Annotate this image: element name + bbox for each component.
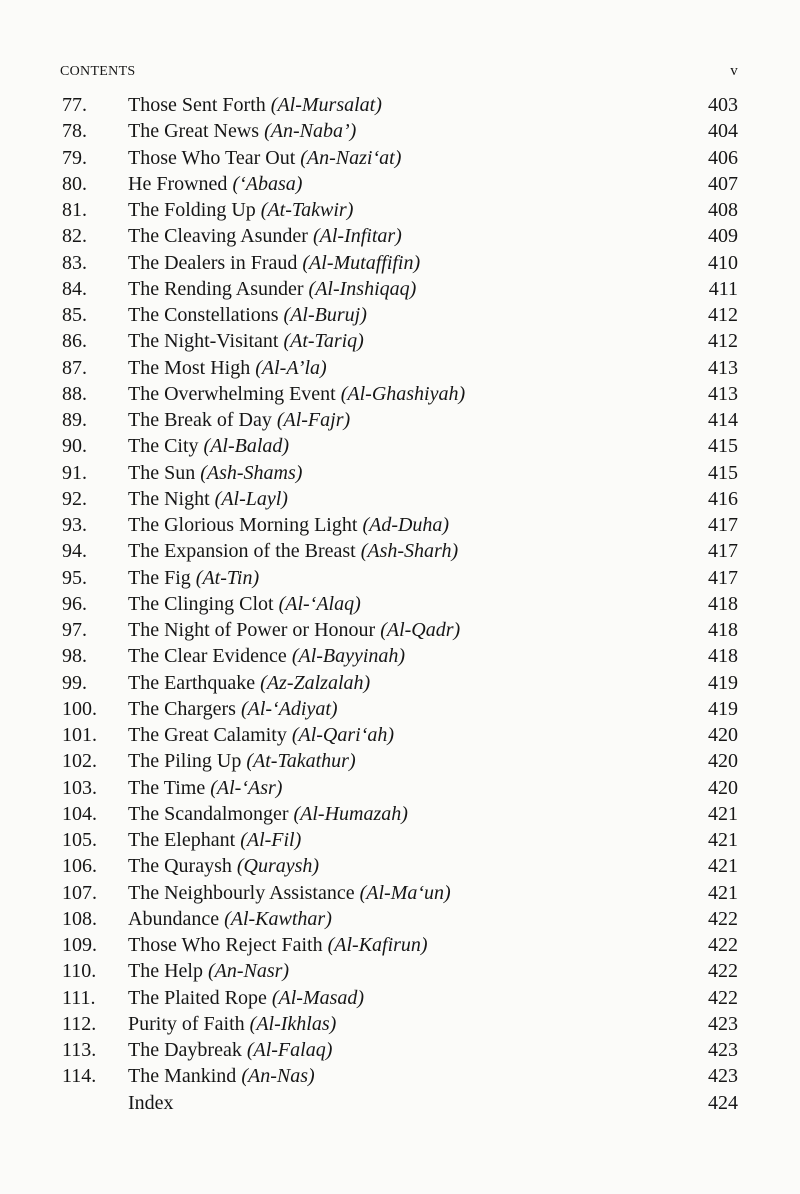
entry-number: 109. (62, 934, 97, 956)
entry-number: 108. (62, 907, 97, 930)
running-header (60, 63, 738, 80)
entry-title-wrap (128, 565, 678, 591)
entry-page-number: 409 (708, 225, 738, 248)
entry-number: 95. (62, 566, 87, 589)
entry-arabic-name: (Al-Mursalat) (270, 94, 382, 116)
toc-entry (62, 932, 738, 958)
entry-arabic-name: (Az-Zalzalah) (260, 671, 371, 694)
entry-title-wrap (128, 748, 678, 774)
entry-arabic-name: (Al-‘Alaq) (278, 592, 361, 615)
entry-number: 83. (62, 251, 87, 274)
entry-number: 102. (62, 750, 97, 773)
entry-number: 84. (62, 277, 87, 300)
toc-entry (62, 985, 738, 1011)
entry-page-number: 408 (708, 199, 738, 221)
entry-title: He Frowned (128, 172, 233, 195)
entry-number: 89. (62, 409, 87, 431)
entry-title: The Fig (128, 566, 196, 589)
entry-title-wrap (128, 880, 678, 906)
entry-page-number: 424 (708, 1091, 738, 1114)
entry-title-wrap (128, 538, 678, 564)
entry-title-wrap (128, 932, 678, 958)
entry-title: The Glorious Morning Light (128, 514, 363, 536)
entry-title: Index (128, 1091, 174, 1114)
toc-entry (62, 565, 738, 591)
entry-page-number: 419 (708, 671, 738, 694)
entry-title: The Time (128, 776, 211, 799)
entry-title-wrap (128, 328, 678, 354)
entry-title-wrap (128, 407, 678, 433)
entry-title-wrap (128, 171, 678, 197)
toc-entry (62, 118, 738, 144)
entry-page-number: 417 (708, 566, 738, 589)
toc-entry (62, 433, 738, 459)
entry-arabic-name: (Al-Qadr) (380, 619, 461, 641)
entry-arabic-name: (At-Takwir) (260, 199, 354, 221)
entry-number: 86. (62, 330, 87, 353)
entry-page-number: 421 (708, 855, 738, 878)
entry-page-number: 413 (708, 382, 738, 405)
entry-title: The Great News (128, 120, 265, 143)
entry-title: The Earthquake (128, 671, 261, 694)
entry-page-number: 417 (708, 514, 738, 536)
entry-number: 90. (62, 435, 87, 458)
entry-title: The City (128, 435, 204, 458)
entry-title-wrap (128, 670, 678, 696)
entry-title-wrap (128, 223, 678, 249)
entry-number: 107. (62, 881, 97, 904)
entry-arabic-name: (Al-Humazah) (293, 802, 408, 825)
entry-arabic-name: (Al-Mutaffifin) (302, 251, 421, 274)
entry-arabic-name: (Al-‘Asr) (210, 776, 283, 799)
entry-title: The Cleaving Asunder (128, 225, 313, 248)
entry-arabic-name: (Ash-Shams) (200, 461, 303, 484)
entry-title: The Break of Day (128, 409, 277, 431)
entry-title: Those Sent Forth (128, 94, 271, 116)
toc-entry (62, 486, 738, 512)
entry-arabic-name: (Al-Balad) (203, 435, 290, 458)
entry-page-number: 414 (708, 409, 738, 431)
toc-entry (62, 880, 738, 906)
toc-entry (62, 328, 738, 354)
entry-title: The Neighbourly Assistance (128, 881, 360, 904)
entry-number: 114. (62, 1065, 97, 1088)
entry-arabic-name: (At-Takathur) (246, 750, 356, 773)
entry-number: 87. (62, 356, 87, 379)
entry-arabic-name: (Al-Infitar) (312, 225, 402, 248)
toc-entry (62, 643, 738, 669)
entry-arabic-name: (At-Tariq) (283, 330, 364, 353)
entry-arabic-name: (Al-Inshiqaq) (308, 277, 417, 300)
entry-title: Purity of Faith (128, 1012, 250, 1035)
entry-arabic-name: (Ad-Duha) (362, 514, 450, 536)
entry-number: 77. (62, 94, 87, 116)
entry-number: 97. (62, 619, 87, 641)
entry-title-wrap (128, 460, 678, 486)
entry-page-number: 411 (708, 277, 738, 300)
entry-page-number: 421 (708, 881, 738, 904)
entry-title-wrap (128, 1090, 678, 1116)
entry-page-number: 410 (708, 251, 738, 274)
entry-title: The Night-Visitant (128, 330, 284, 353)
entry-title-wrap (128, 801, 678, 827)
entry-number: 85. (62, 304, 87, 326)
entry-number: 80. (62, 172, 87, 195)
entry-page-number: 415 (708, 461, 738, 484)
toc-entry (62, 775, 738, 801)
entry-number: 79. (62, 146, 87, 169)
entry-title: The Sun (128, 461, 201, 484)
toc-entry (62, 355, 738, 381)
entry-number: 94. (62, 540, 87, 563)
entry-arabic-name: (Al-Buruj) (283, 304, 367, 326)
entry-number: 112. (62, 1012, 97, 1035)
entry-title: The Mankind (128, 1065, 242, 1088)
entry-number: 81. (62, 199, 87, 221)
entry-title-wrap (128, 250, 678, 276)
entry-title-wrap (128, 827, 678, 853)
entry-number: 110. (62, 960, 97, 983)
entry-arabic-name: (Al-Ikhlas) (249, 1012, 337, 1035)
entry-page-number: 418 (708, 619, 738, 641)
entry-page-number: 423 (708, 1039, 738, 1061)
entry-page-number: 422 (708, 986, 738, 1009)
toc-entry (62, 617, 738, 643)
entry-page-number: 404 (708, 120, 738, 143)
entry-arabic-name: (Al-Kafirun) (327, 934, 428, 956)
toc-entry (62, 512, 738, 538)
table-of-contents (62, 92, 738, 1116)
entry-title: The Night (128, 487, 215, 510)
entry-title: The Expansion of the Breast (128, 540, 361, 563)
entry-title-wrap (128, 512, 678, 538)
toc-entry (62, 748, 738, 774)
entry-title-wrap (128, 197, 678, 223)
entry-title-wrap (128, 985, 678, 1011)
toc-entry (62, 92, 738, 118)
entry-arabic-name: (At-Tin) (195, 566, 260, 589)
entry-title-wrap (128, 276, 678, 302)
entry-number: 98. (62, 645, 87, 668)
toc-entry (62, 906, 738, 932)
entry-number: 91. (62, 461, 87, 484)
entry-number: 92. (62, 487, 87, 510)
entry-arabic-name: (Al-Bayyinah) (291, 645, 406, 668)
entry-arabic-name: (Al-Ma‘un) (359, 881, 451, 904)
entry-title: The Elephant (128, 829, 241, 851)
entry-arabic-name: (Al-A’la) (255, 356, 327, 379)
toc-entry (62, 171, 738, 197)
entry-title: The Help (128, 960, 208, 983)
entry-title-wrap (128, 591, 678, 617)
entry-title: Those Who Tear Out (128, 146, 301, 169)
entry-arabic-name: (Al-Ghashiyah) (340, 382, 466, 405)
entry-number: 93. (62, 514, 87, 536)
toc-entry (62, 1011, 738, 1037)
entry-arabic-name: (‘Abasa) (232, 172, 303, 195)
entry-page-number: 420 (708, 750, 738, 773)
entry-title-wrap (128, 775, 678, 801)
entry-title: The Constellations (128, 304, 284, 326)
entry-page-number: 415 (708, 435, 738, 458)
entry-title-wrap (128, 906, 678, 932)
toc-entry (62, 250, 738, 276)
toc-entry (62, 276, 738, 302)
toc-entry (62, 958, 738, 984)
entry-arabic-name: (Al-‘Adiyat) (240, 697, 338, 720)
entry-title-wrap (128, 433, 678, 459)
toc-entry (62, 696, 738, 722)
toc-entry (62, 197, 738, 223)
entry-number: 103. (62, 776, 97, 799)
toc-entry (62, 1037, 738, 1063)
entry-title: The Night of Power or Honour (128, 619, 381, 641)
entry-arabic-name: (Al-Falaq) (246, 1039, 333, 1061)
header-page-number: v (730, 63, 738, 79)
entry-title-wrap (128, 617, 678, 643)
entry-page-number: 407 (708, 172, 738, 195)
entry-title: The Folding Up (128, 199, 261, 221)
toc-entry (62, 407, 738, 433)
entry-number: 78. (62, 120, 87, 143)
entry-title-wrap (128, 486, 678, 512)
entry-page-number: 417 (708, 540, 738, 563)
entry-number: 88. (62, 382, 87, 405)
entry-arabic-name: (Al-Fajr) (276, 409, 351, 431)
entry-page-number: 418 (708, 592, 738, 615)
entry-title: The Dealers in Fraud (128, 251, 303, 274)
toc-entry (62, 670, 738, 696)
entry-arabic-name: (An-Nasr) (207, 960, 290, 983)
entry-number: 105. (62, 829, 97, 851)
entry-number: 113. (62, 1039, 97, 1061)
toc-entry (62, 302, 738, 328)
entry-number: 100. (62, 697, 97, 720)
entry-title-wrap (128, 696, 678, 722)
entry-arabic-name: (Al-Fil) (240, 829, 302, 851)
entry-title-wrap (128, 853, 678, 879)
entry-title: The Clinging Clot (128, 592, 279, 615)
entry-title: The Piling Up (128, 750, 247, 773)
entry-arabic-name: (Quraysh) (236, 855, 320, 878)
entry-page-number: 420 (708, 724, 738, 746)
toc-entry (62, 1090, 738, 1116)
toc-entry (62, 223, 738, 249)
entry-title-wrap (128, 92, 678, 118)
entry-page-number: 422 (708, 960, 738, 983)
entry-page-number: 422 (708, 907, 738, 930)
entry-page-number: 403 (708, 94, 738, 116)
toc-entry (62, 145, 738, 171)
entry-title-wrap (128, 118, 678, 144)
entry-title: The Great Calamity (128, 724, 292, 746)
toc-entry (62, 853, 738, 879)
entry-arabic-name: (Al-Layl) (214, 487, 288, 510)
entry-title-wrap (128, 722, 678, 748)
entry-arabic-name: (Al-Masad) (271, 986, 365, 1009)
entry-page-number: 412 (708, 304, 738, 326)
entry-arabic-name: (Al-Qari‘ah) (291, 724, 395, 746)
entry-title-wrap (128, 1011, 678, 1037)
entry-title: The Clear Evidence (128, 645, 292, 668)
entry-arabic-name: (An-Naba’) (264, 120, 357, 143)
entry-title: The Daybreak (128, 1039, 247, 1061)
toc-entry (62, 460, 738, 486)
entry-title: The Chargers (128, 697, 241, 720)
toc-entry (62, 1063, 738, 1089)
entry-title-wrap (128, 643, 678, 669)
entry-title-wrap (128, 1037, 678, 1063)
entry-number: 111. (62, 986, 96, 1009)
entry-title: The Overwhelming Event (128, 382, 341, 405)
toc-entry (62, 538, 738, 564)
entry-title: The Scandalmonger (128, 802, 294, 825)
entry-number: 104. (62, 802, 97, 825)
entry-number: 101. (62, 724, 97, 746)
toc-entry (62, 381, 738, 407)
entry-page-number: 422 (708, 934, 738, 956)
entry-arabic-name: (An-Nazi‘at) (300, 146, 402, 169)
header-title: CONTENTS (60, 64, 136, 79)
entry-number: 96. (62, 592, 87, 615)
entry-title-wrap (128, 302, 678, 328)
entry-page-number: 421 (708, 829, 738, 851)
entry-title: The Plaited Rope (128, 986, 272, 1009)
entry-page-number: 420 (708, 776, 738, 799)
toc-entry (62, 722, 738, 748)
entry-title-wrap (128, 1063, 678, 1089)
entry-title-wrap (128, 958, 678, 984)
entry-page-number: 421 (708, 802, 738, 825)
entry-page-number: 406 (708, 146, 738, 169)
entry-title: The Most High (128, 356, 256, 379)
entry-arabic-name: (An-Nas) (241, 1065, 315, 1088)
entry-title-wrap (128, 355, 678, 381)
entry-page-number: 413 (708, 356, 738, 379)
entry-number: 82. (62, 225, 87, 248)
toc-entry (62, 827, 738, 853)
entry-arabic-name: (Ash-Sharh) (360, 540, 459, 563)
entry-title: Abundance (128, 907, 225, 930)
entry-title: Those Who Reject Faith (128, 934, 328, 956)
entry-title: The Quraysh (128, 855, 237, 878)
entry-page-number: 416 (708, 487, 738, 510)
entry-page-number: 419 (708, 697, 738, 720)
entry-page-number: 412 (708, 330, 738, 353)
entry-title-wrap (128, 145, 678, 171)
entry-title-wrap (128, 381, 678, 407)
entry-number: 106. (62, 855, 97, 878)
toc-entry (62, 801, 738, 827)
entry-page-number: 423 (708, 1065, 738, 1088)
entry-page-number: 423 (708, 1012, 738, 1035)
entry-title: The Rending Asunder (128, 277, 309, 300)
entry-number: 99. (62, 671, 87, 694)
toc-entry (62, 591, 738, 617)
entry-page-number: 418 (708, 645, 738, 668)
entry-arabic-name: (Al-Kawthar) (224, 907, 332, 930)
